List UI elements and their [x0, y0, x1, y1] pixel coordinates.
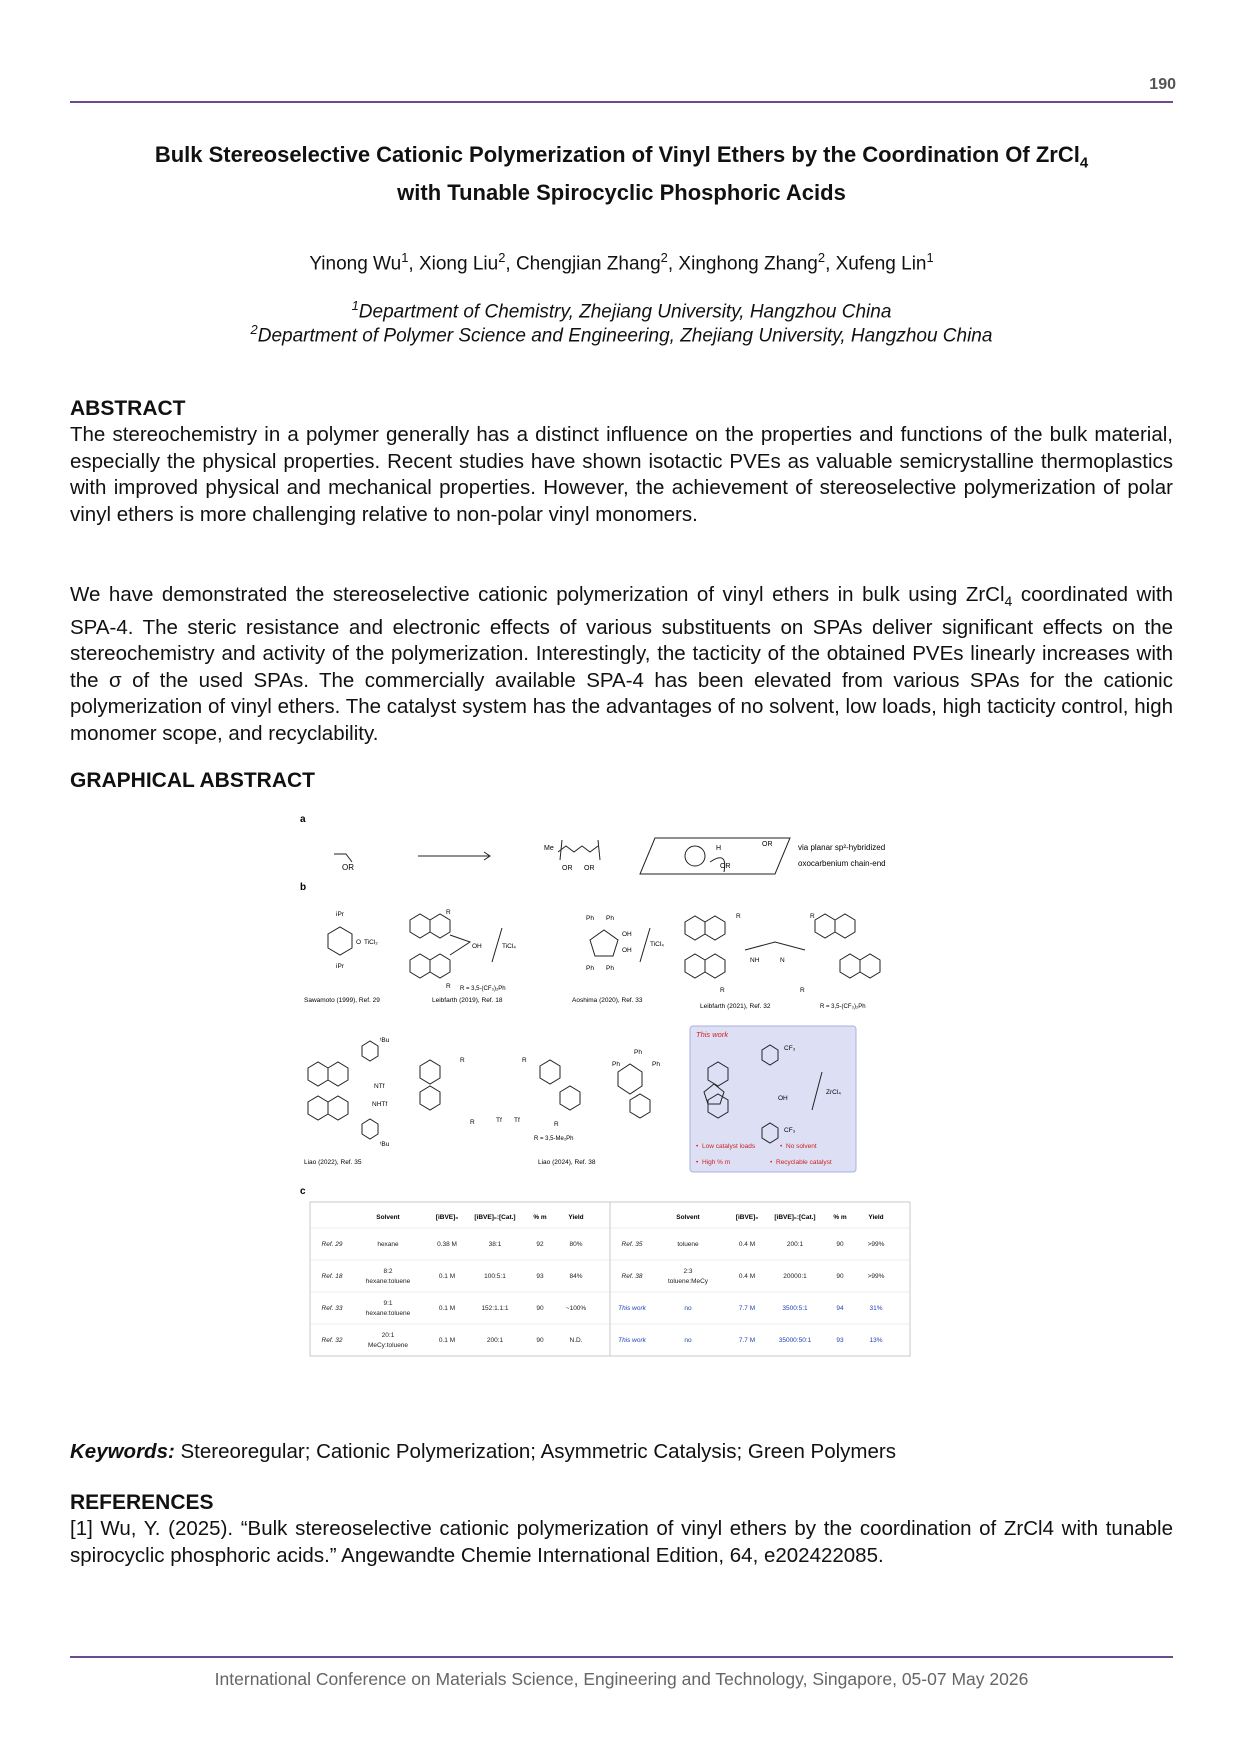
- table-cell: 0.38 M: [437, 1241, 457, 1248]
- chem-label: N: [780, 957, 785, 964]
- mechanism-note: oxocarbenium chain-end: [798, 859, 886, 868]
- subscript: 4: [1004, 593, 1013, 610]
- author-affiliation-mark: 1: [401, 250, 409, 265]
- slash-icon: [492, 928, 502, 962]
- chem-label: Ph: [652, 1061, 660, 1068]
- binol-ring-icon: [685, 916, 725, 940]
- graphical-abstract-figure: [300, 810, 940, 1410]
- paper-title: [70, 140, 1173, 208]
- keywords: [70, 1440, 1173, 1464]
- table-ref: Ref. 29: [321, 1241, 343, 1248]
- figure-citation: Sawamoto (1999), Ref. 29: [304, 997, 380, 1004]
- table-cell: 20000:1: [783, 1273, 807, 1280]
- table-cell: hexane:toluene: [365, 1310, 411, 1317]
- chem-label: Tf: [496, 1117, 502, 1124]
- affiliation-text: Department of Chemistry, Zhejiang University, Hangzhou China: [358, 301, 892, 323]
- chem-label: iPr: [336, 911, 344, 918]
- bullet-point: •: [770, 1159, 773, 1166]
- table-cell: N.D.: [569, 1337, 583, 1344]
- chem-label: R: [800, 987, 805, 994]
- vinyl-ether-monomer-icon: [334, 854, 352, 862]
- chem-label: TiCl₄: [650, 941, 664, 948]
- chem-label: R: [522, 1057, 527, 1064]
- chem-label: OR: [720, 863, 731, 870]
- phosphate-bond-icon: [450, 935, 470, 955]
- author-affiliation-mark: 2: [660, 250, 668, 265]
- chem-label: OH: [472, 943, 482, 950]
- chem-label: NTf: [374, 1083, 385, 1090]
- table-header: Solvent: [676, 1214, 700, 1221]
- table-header: % m: [533, 1214, 547, 1221]
- table-cell: no: [684, 1337, 692, 1344]
- bullet-point: •: [696, 1159, 699, 1166]
- table-cell: 200:1: [786, 1241, 804, 1248]
- figure-citation: Liao (2024), Ref. 38: [538, 1159, 596, 1166]
- table-header: [iBVE]₀:[Cat.]: [774, 1214, 816, 1221]
- chem-label: R: [810, 913, 815, 920]
- polymer-chain-icon: [558, 846, 598, 852]
- table-cell: 100:5:1: [484, 1273, 506, 1280]
- binol-ring-icon: [308, 1062, 348, 1086]
- keywords-text: Stereoregular; Cationic Polymerization; Asymmetric Catalysis; Green Polymers: [174, 1440, 896, 1463]
- table-cell: 7.7 M: [738, 1337, 756, 1344]
- graphical-abstract-heading: GRAPHICAL ABSTRACT: [70, 769, 315, 792]
- this-work-title: This work: [696, 1030, 729, 1039]
- slash-icon: [640, 928, 650, 962]
- monomer-label: OR: [342, 863, 354, 872]
- table-cell: 9:1: [383, 1300, 393, 1307]
- table-cell: 90: [536, 1305, 544, 1312]
- bracket-icon: [560, 840, 600, 860]
- table-header: [iBVE]₀:[Cat.]: [474, 1214, 516, 1221]
- chem-label: R: [446, 909, 451, 916]
- table-ref: Ref. 38: [621, 1273, 643, 1280]
- title-line1: Bulk Stereoselective Cationic Polymerization of Vinyl Ethers by the Coordination Of ZrCl: [154, 142, 1080, 167]
- table-ref: This work: [618, 1305, 646, 1312]
- table-cell: 7.7 M: [738, 1305, 756, 1312]
- chem-label: R: [470, 1119, 475, 1126]
- author-name: Chengjian Zhang: [515, 253, 661, 275]
- bullet-text: Low catalyst loads: [702, 1143, 756, 1150]
- table-header: % m: [833, 1214, 847, 1221]
- chem-label: R = 3,5-Me₂Ph: [534, 1136, 574, 1142]
- author-name: Yinong Wu: [309, 253, 402, 275]
- keywords-label: Keywords:: [70, 1440, 175, 1463]
- panel-a-label: a: [300, 814, 306, 825]
- table-cell: 152:1.1:1: [481, 1305, 509, 1312]
- title-line2: with Tunable Spirocyclic Phosphoric Acids: [397, 180, 846, 206]
- references-heading: REFERENCES: [70, 1491, 214, 1514]
- table-cell: 0.1 M: [438, 1273, 456, 1280]
- binol-ring-icon: [685, 954, 725, 978]
- panel-b-label: b: [300, 882, 307, 893]
- paragraph-text: coordinated with SPA-4. The steric resistance and electronic effects of various substituents on SPAs deliver significant effects on the stereochemistry and activity of the polymerization. Interestingly, the tacticity of the obtained PVEs linearly increases with the σ of the used SPAs. The commercially available SPA-4 has been elevated from various SPAs for the cationic polymerization of vinyl ethers. The catalyst system has the advantages of no solvent, low loads, high tacticity control, high monomer scope, and recyclability.: [70, 583, 1173, 745]
- chem-label: R = 3,5-(CF₃)₂Ph: [820, 1004, 866, 1010]
- chem-label: R: [736, 913, 741, 920]
- table-ref: Ref. 35: [621, 1241, 643, 1248]
- table-cell: 0.1 M: [438, 1337, 456, 1344]
- chem-label: OR: [762, 841, 773, 848]
- binol-ring-icon: [308, 1096, 348, 1120]
- table-cell: 84%: [569, 1273, 583, 1280]
- bullet-text: No solvent: [786, 1143, 817, 1150]
- table-cell: MeCy:toluene: [367, 1342, 409, 1349]
- table-cell: 8:2: [383, 1268, 393, 1275]
- table-cell: hexane:toluene: [365, 1278, 411, 1285]
- mechanism-note: via planar sp²-hybridized: [798, 843, 886, 852]
- chem-label: ᵗBu: [380, 1037, 390, 1044]
- table-cell: hexane: [377, 1241, 399, 1248]
- author-name: Xufeng Lin: [835, 253, 927, 275]
- chem-label: iPr: [336, 963, 344, 970]
- conference-footer: International Conference on Materials Science, Engineering and Technology, Singapore, 05-07 May 2026: [214, 1669, 1029, 1689]
- chem-label: H: [716, 845, 722, 852]
- chem-label: O: [356, 939, 362, 946]
- chem-label: R: [460, 1057, 465, 1064]
- table-header: Yield: [868, 1214, 884, 1221]
- table-cell: 0.1 M: [438, 1305, 456, 1312]
- table-header: [iBVE]₀: [435, 1214, 459, 1221]
- table-ref: Ref. 33: [321, 1305, 343, 1312]
- table-cell: 80%: [569, 1241, 583, 1248]
- table-cell: 94: [836, 1305, 844, 1312]
- chem-label: OR: [562, 865, 573, 872]
- chem-label: Ph: [586, 915, 594, 922]
- affiliation-mark: 2: [250, 322, 258, 337]
- chem-label: ZrCl₄: [826, 1089, 841, 1096]
- chem-label: R: [720, 987, 725, 994]
- table-cell: 93: [836, 1337, 844, 1344]
- binol-ring-icon: [840, 954, 880, 978]
- chem-label: OH: [622, 931, 632, 938]
- affiliation-text: Department of Polymer Science and Engineering, Zhejiang University, Hangzhou China: [257, 325, 993, 347]
- chem-label: CF₃: [784, 1045, 796, 1052]
- binol-ring-icon: [410, 954, 450, 978]
- affiliation: [70, 322, 1173, 347]
- binol-ring-icon: [815, 914, 855, 938]
- chem-label: CF₃: [784, 1127, 796, 1134]
- aryl-ring-icon: [362, 1041, 378, 1139]
- author-affiliation-mark: 2: [498, 250, 506, 265]
- table-cell: 31%: [869, 1305, 883, 1312]
- table-cell: 93: [536, 1273, 544, 1280]
- header-rule: [70, 101, 1173, 103]
- table-cell: 90: [836, 1273, 844, 1280]
- table-cell: >99%: [867, 1241, 885, 1248]
- panel-c-label: c: [300, 1186, 306, 1197]
- table-ref: Ref. 18: [321, 1273, 343, 1280]
- table-cell: 200:1: [486, 1337, 504, 1344]
- chem-label: OH: [622, 947, 632, 954]
- affiliation: [70, 298, 1173, 323]
- chem-label: OR: [584, 865, 595, 872]
- table-cell: toluene:MeCy: [667, 1278, 709, 1285]
- table-header: [iBVE]₀: [735, 1214, 759, 1221]
- this-work-panel: [690, 1026, 856, 1172]
- table-cell: 0.4 M: [738, 1273, 756, 1280]
- chem-label: TiCl₄: [502, 943, 516, 950]
- title-subscript: 4: [1079, 154, 1089, 172]
- chem-label: TiCl₂: [364, 939, 378, 946]
- binol-ring-icon: [410, 914, 450, 938]
- abstract-heading: ABSTRACT: [70, 397, 186, 420]
- table-cell: ~100%: [565, 1305, 587, 1312]
- chem-label: ᵗBu: [380, 1141, 390, 1148]
- author-list: Yinong Wu$^1$, Xiong Liu$^2$, Chengjian Zhang$^2$, Xinghong Zhang$^2$, Xufeng Lin$^1$: [309, 250, 934, 275]
- table-cell: 35000:50:1: [778, 1337, 812, 1344]
- figure-citation: Leibfarth (2021), Ref. 32: [700, 1003, 771, 1010]
- binol-ring-icon: [540, 1060, 580, 1110]
- chem-label: Me: [544, 845, 554, 852]
- table-cell: 90: [836, 1241, 844, 1248]
- chem-label: Ph: [606, 965, 614, 972]
- reference-item: [1] Wu, Y. (2025). “Bulk stereoselective cationic polymerization of vinyl ethers by the coordination of ZrCl4 with tunable spirocyclic phosphoric acids.” Angewandte Chemie International Edition, 64, e202422085.: [70, 1517, 1173, 1567]
- table-cell: 13%: [869, 1337, 883, 1344]
- table-ref: This work: [618, 1337, 646, 1344]
- table-cell: 3500:5:1: [782, 1305, 808, 1312]
- chem-label: Ph: [606, 915, 614, 922]
- bullet-text: High % m: [702, 1159, 731, 1166]
- affiliation-mark: 1: [351, 298, 359, 313]
- bullet-point: •: [696, 1143, 699, 1150]
- page-number: 190: [1149, 76, 1176, 93]
- aryl-ring-icon: [328, 927, 352, 955]
- author-name: Xiong Liu: [418, 253, 499, 275]
- chem-label: Ph: [586, 965, 594, 972]
- paragraph-text: We have demonstrated the stereoselective cationic polymerization of vinyl ethers in bulk using ZrCl: [70, 583, 1005, 606]
- table-cell: >99%: [867, 1273, 885, 1280]
- abstract-paragraph: The stereochemistry in a polymer generally has a distinct influence on the properties and functions of the bulk material, especially the physical properties. Recent studies have shown isotactic PVEs as valuable semicrystalline thermoplastics with improved physical and mechanical properties. However, the achievement of stereoselective polymerization of polar vinyl ethers is more challenging relative to non-polar vinyl monomers.: [70, 423, 1173, 526]
- table-cell: 2:3: [683, 1268, 693, 1275]
- chem-label: R: [554, 1121, 559, 1128]
- chem-label: NHTf: [372, 1101, 388, 1108]
- table-cell: 0.4 M: [738, 1241, 756, 1248]
- author-name: Xinghong Zhang: [678, 253, 818, 275]
- table-ref: Ref. 32: [321, 1337, 343, 1344]
- chem-label: Tf: [514, 1117, 520, 1124]
- table-cell: toluene: [677, 1241, 699, 1248]
- comparison-table: [310, 1202, 910, 1356]
- chem-label: R = 3,5-(CF₃)₂Ph: [460, 986, 506, 992]
- table-cell: 38:1: [488, 1241, 502, 1248]
- chem-label: NH: [750, 957, 760, 964]
- chem-label: Ph: [634, 1049, 642, 1056]
- dioxolane-ring-icon: [590, 930, 618, 956]
- table-header: Solvent: [376, 1214, 400, 1221]
- author-affiliation-mark: 2: [817, 250, 826, 265]
- phosphonium-ring-icon: [618, 1064, 650, 1118]
- bullet-point: •: [780, 1143, 783, 1150]
- figure-citation: Aoshima (2020), Ref. 33: [572, 997, 643, 1004]
- author-affiliation-mark: 1: [926, 250, 934, 265]
- table-header: Yield: [568, 1214, 584, 1221]
- imidodiphosphorimidate-bond-icon: [745, 942, 805, 950]
- table-cell: 90: [536, 1337, 544, 1344]
- table-cell: no: [684, 1305, 692, 1312]
- binol-ring-icon: [420, 1060, 440, 1110]
- chem-label: R: [446, 983, 451, 990]
- table-cell: 92: [536, 1241, 544, 1248]
- table-cell: 20:1: [381, 1332, 395, 1339]
- figure-citation: Leibfarth (2019), Ref. 18: [432, 997, 503, 1004]
- bullet-text: Recyclable catalyst: [776, 1159, 832, 1166]
- chem-label: Ph: [612, 1061, 620, 1068]
- chem-label: OH: [778, 1095, 788, 1102]
- footer-rule: [70, 1656, 1173, 1658]
- abstract-paragraph: [70, 582, 1173, 747]
- figure-citation: Liao (2022), Ref. 35: [304, 1159, 362, 1166]
- ring-icon: [685, 846, 705, 866]
